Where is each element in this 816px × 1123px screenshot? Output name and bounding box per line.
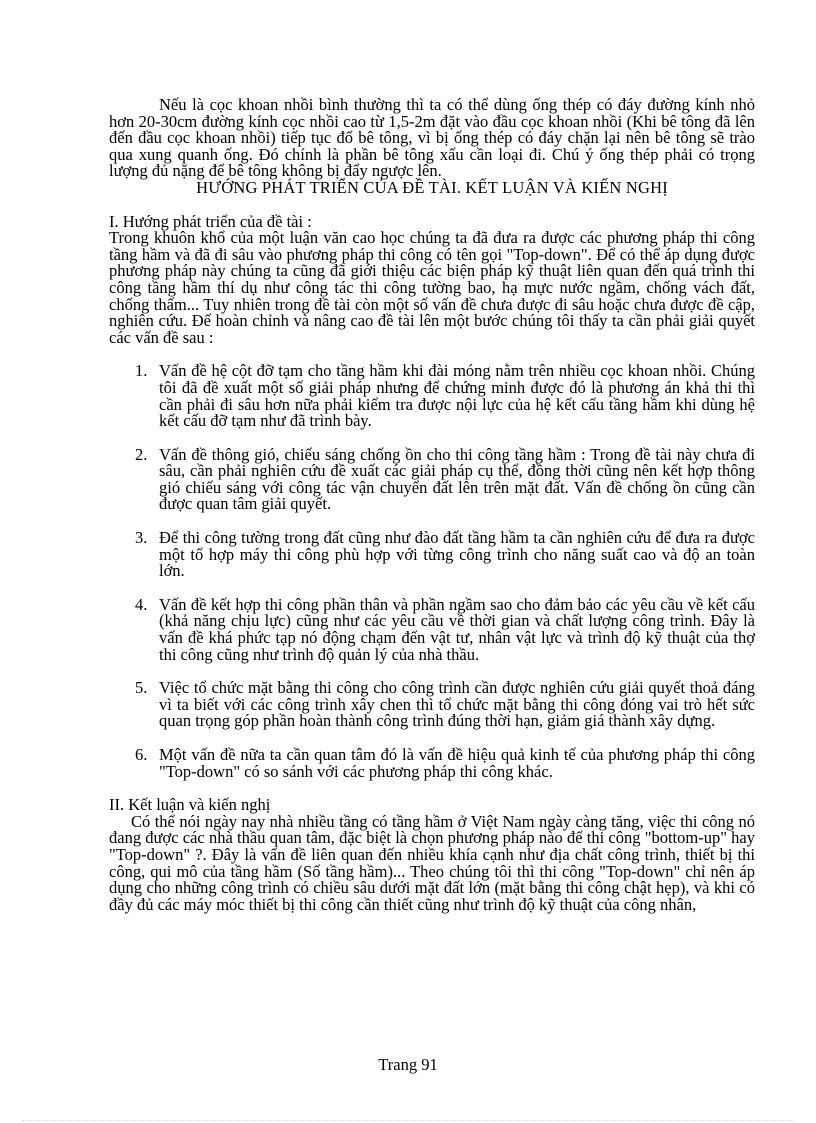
list-item-text: Để thi công tường trong đất cũng như đào đất tầng hầm ta cần nghiên cứu để đưa ra được một tổ hợp máy thi công phù hợp với từng công trình cho năng suất cao và độ an toàn lớn. <box>159 528 755 581</box>
list-item-number: 5. <box>135 678 148 698</box>
list-item-text: Một vấn đề nữa ta cần quan tâm đó là vấn đề hiệu quả kinh tế của phương pháp thi công "Top-down" có so sánh với các phương pháp thi công khác. <box>159 745 755 781</box>
page-bottom-divider <box>22 1120 794 1121</box>
list-item-number: 3. <box>135 528 148 548</box>
section1-paragraph: Trong khuôn khổ của một luận văn cao học chúng ta đã đưa ra được các phương pháp thi công tầng hầm và đã đi sâu vào phương pháp thi công có tên gọi "Top-down". Để có thể áp dụng được phương pháp này chúng ta cũng đã giới thiệu các biện pháp kỹ thuật liên quan đến quá trình thi công tầng hầm thí dụ như công tác thi công tường bao, hạ mực nước ngầm, chống vách đất, chống thấm... Tuy nhiên trong đề tài còn một số vấn đề chưa được đi sâu hoặc chưa được đề cập, nghiên cứu. Để hoàn chỉnh và nâng cao đề tài lên một bước chúng tôi thấy ta cần phải giải quyết các vấn đề sau : <box>109 228 755 347</box>
list-item-number: 6. <box>135 745 148 764</box>
issue-list <box>109 363 755 780</box>
list-item <box>109 747 755 780</box>
document-body <box>109 97 755 913</box>
main-heading: HƯỚNG PHÁT TRIỂN CỦA ĐỀ TÀI. KẾT LUẬN VÀ KIẾN NGHỊ <box>196 177 668 197</box>
list-item-text: Vấn đề hệ cột đỡ tạm cho tầng hầm khi đài móng nằm trên nhiều cọc khoan nhồi. Chúng tôi đã đề xuất một số giải pháp nhưng để chứng minh được đó là phương án khả thi thì cần phải đi sâu hơn nữa phải kiểm tra được nội lực của hệ kết cấu tầng hầm khi dùng hệ kết cấu đỡ tạm như đã trình bày. <box>159 361 755 431</box>
section2-paragraph: Có thể nói ngày nay nhà nhiều tầng có tầng hầm ở Việt Nam ngày càng tăng, việc thi công nó đang được các nhà thầu quan tâm, đặc biệt là chọn phương pháp nào để thi công "bottom-up" hay "Top-down" ?. Đây là vấn đề liên quan đến nhiều khía cạnh như địa chất công trình, thiết bị thi công, qui mô của tầng hầm (Số tầng hầm)... Theo chúng tôi thì thi công "Top-down" chỉ nên áp dụng cho những công trình có chiều sâu dưới mặt đất lớn (mặt bằng thi công chật hẹp), và khi có đầy đủ các máy móc thiết bị thi công cần thiết cũng như trình độ kỹ thuật của công nhân, <box>109 811 755 914</box>
list-item-text: Vấn đề thông gió, chiếu sáng chống ồn cho thi công tầng hầm : Trong đề tài này chưa đi sâu, cần phải nghiên cứu đề xuất các giải pháp cụ thể, đồng thời cũng nên kết hợp thông gió chiếu sáng với công tác vận chuyển đất lên trên mặt đất. Vấn đề chống ồn cũng cần được quan tâm giải quyết. <box>159 444 755 514</box>
list-item <box>109 680 755 730</box>
list-item-number: 4. <box>135 594 148 614</box>
list-item <box>109 444 755 514</box>
list-item-text: Việc tổ chức mặt bằng thi công cho công trình cần được nghiên cứu giải quyết thoả đáng vì ta biết với các công trình xây chen thì tổ chức mặt bằng thi công đóng vai trò hết sức quan trọng góp phần hoàn thành công trình đúng thời hạn, giảm giá thành xây dựng. <box>159 678 755 731</box>
list-item-number: 1. <box>135 361 148 381</box>
list-item <box>109 530 755 580</box>
list-item <box>109 594 755 664</box>
section1-title: I. Hướng phát triển của đề tài : <box>109 211 312 231</box>
intro-paragraph: Nếu là cọc khoan nhồi bình thường thì ta có thể dùng ống thép có đáy đường kính nhỏ hơn 20-30cm đường kính cọc nhồi cao từ 1,5-2m đặt vào đầu cọc khoan nhồi (Khi bê tông đã lên đến đầu cọc khoan nhồi) tiếp tục đổ bê tông, vì bị ống thép có đáy chặn lại nên bê tông sẽ trào qua xung quanh ống. Đó chính là phần bê tông xấu cần loại đi. Chú ý ống thép phải có trọng lượng đủ nặng để bê tông không bị đẩy ngược lên. <box>109 95 755 181</box>
list-item-text: Vấn đề kết hợp thi công phần thân và phần ngầm sao cho đảm bảo các yêu cầu về kết cấu (khả năng chịu lực) cũng như các yêu cầu về thời gian và chất lượng công trình. Đây là vấn đề khá phức tạp nó động chạm đến vật tư, nhân vật lực và trình độ kỹ thuật của thợ thi công cũng như trình độ quản lý của nhà thầu. <box>159 594 755 664</box>
section2-title: II. Kết luận và kiến nghị <box>109 795 271 815</box>
list-item-number: 2. <box>135 444 148 464</box>
page-number: Trang 91 <box>378 1055 438 1074</box>
list-item <box>109 363 755 429</box>
